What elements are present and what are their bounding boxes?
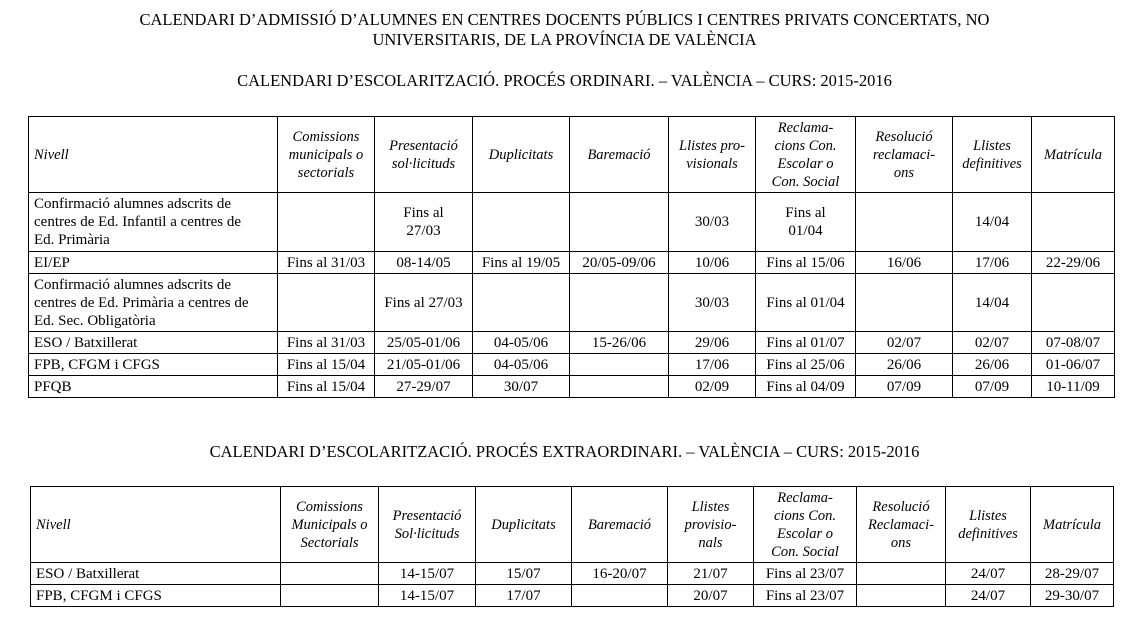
extraordinary-header-row: [31, 487, 1114, 563]
date-cell: 10/06: [669, 252, 756, 274]
column-header: Comissions municipals o sectorials: [278, 117, 375, 193]
date-cell: Fins al 25/06: [756, 354, 856, 376]
date-cell: 30/07: [473, 376, 570, 398]
date-cell: [570, 193, 669, 252]
column-header: Duplicitats: [473, 117, 570, 193]
table-row: [31, 563, 1114, 585]
document-title-line-2: UNIVERSITARIS, DE LA PROVÍNCIA DE VALÈNCIA: [372, 30, 757, 49]
date-cell: [570, 274, 669, 332]
date-cell: 14/04: [953, 274, 1032, 332]
date-cell: [281, 585, 379, 607]
date-cell: 16-20/07: [572, 563, 668, 585]
date-cell: 04-05/06: [473, 354, 570, 376]
date-cell: Fins al 01/07: [756, 332, 856, 354]
date-cell: 26/06: [953, 354, 1032, 376]
date-cell: Fins al 23/07: [754, 563, 857, 585]
date-cell: [572, 585, 668, 607]
date-cell: [278, 274, 375, 332]
date-cell: 02/07: [953, 332, 1032, 354]
table-row: [29, 332, 1115, 354]
date-cell: Fins al 23/07: [754, 585, 857, 607]
date-cell: [856, 274, 953, 332]
date-cell: 20/05-09/06: [570, 252, 669, 274]
date-cell: Fins al 19/05: [473, 252, 570, 274]
column-header: Comissions Municipals o Sectorials: [281, 487, 379, 563]
date-cell: 15/07: [476, 563, 572, 585]
date-cell: [278, 193, 375, 252]
table-row: [29, 274, 1115, 332]
date-cell: 17/07: [476, 585, 572, 607]
date-cell: 10-11/09: [1032, 376, 1115, 398]
level-cell: PFQB: [29, 376, 278, 398]
column-header: Llistes definitives: [953, 117, 1032, 193]
level-cell: FPB, CFGM i CFGS: [29, 354, 278, 376]
column-header: Reclama- cions Con. Escolar o Con. Social: [756, 117, 856, 193]
column-header: Llistes pro- visionals: [669, 117, 756, 193]
column-header: Resolució Reclamaci- ons: [857, 487, 946, 563]
date-cell: Fins al 27/03: [375, 193, 473, 252]
date-cell: Fins al 31/03: [278, 252, 375, 274]
column-header: Presentació Sol·licituds: [379, 487, 476, 563]
date-cell: 26/06: [856, 354, 953, 376]
column-header-nivell: Nivell: [29, 117, 278, 193]
column-header: Llistes provisio- nals: [668, 487, 754, 563]
column-header: Duplicitats: [476, 487, 572, 563]
column-header: Baremació: [572, 487, 668, 563]
date-cell: 29/06: [669, 332, 756, 354]
level-cell: Confirmació alumnes adscrits de centres de Ed. Infantil a centres de Ed. Primària: [29, 193, 278, 252]
date-cell: [570, 376, 669, 398]
column-header: Llistes definitives: [946, 487, 1031, 563]
date-cell: 01-06/07: [1032, 354, 1115, 376]
date-cell: 24/07: [946, 563, 1031, 585]
date-cell: 07-08/07: [1032, 332, 1115, 354]
date-cell: 15-26/06: [570, 332, 669, 354]
date-cell: 29-30/07: [1031, 585, 1114, 607]
date-cell: 21/07: [668, 563, 754, 585]
column-header: Resolució reclamaci- ons: [856, 117, 953, 193]
date-cell: 28-29/07: [1031, 563, 1114, 585]
column-header-nivell: Nivell: [31, 487, 281, 563]
level-cell: FPB, CFGM i CFGS: [31, 585, 281, 607]
ordinary-calendar-table: [28, 116, 1115, 398]
date-cell: [281, 563, 379, 585]
date-cell: 25/05-01/06: [375, 332, 473, 354]
ordinary-calendar-title: CALENDARI D’ESCOLARITZACIÓ. PROCÉS ORDINARI. – VALÈNCIA – CURS: 2015-2016: [237, 71, 892, 90]
date-cell: 24/07: [946, 585, 1031, 607]
column-header: Matrícula: [1031, 487, 1114, 563]
column-header: Matrícula: [1032, 117, 1115, 193]
level-cell: Confirmació alumnes adscrits de centres de Ed. Primària a centres de Ed. Sec. Obligatòria: [29, 274, 278, 332]
date-cell: 22-29/06: [1032, 252, 1115, 274]
document-title-line-1: CALENDARI D’ADMISSIÓ D’ALUMNES EN CENTRES DOCENTS PÚBLICS I CENTRES PRIVATS CONCERTATS, NO: [139, 10, 990, 29]
date-cell: 08-14/05: [375, 252, 473, 274]
date-cell: [1032, 274, 1115, 332]
table-row: [29, 376, 1115, 398]
date-cell: 14/04: [953, 193, 1032, 252]
date-cell: 21/05-01/06: [375, 354, 473, 376]
date-cell: [1032, 193, 1115, 252]
date-cell: 07/09: [856, 376, 953, 398]
date-cell: [857, 563, 946, 585]
date-cell: Fins al 27/03: [375, 274, 473, 332]
date-cell: 30/03: [669, 274, 756, 332]
level-cell: ESO / Batxillerat: [29, 332, 278, 354]
date-cell: 20/07: [668, 585, 754, 607]
extraordinary-calendar-title: CALENDARI D’ESCOLARITZACIÓ. PROCÉS EXTRAORDINARI. – VALÈNCIA – CURS: 2015-2016: [209, 442, 920, 461]
date-cell: [473, 274, 570, 332]
column-header: Presentació sol·licituds: [375, 117, 473, 193]
date-cell: Fins al 01/04: [756, 193, 856, 252]
date-cell: [857, 585, 946, 607]
date-cell: Fins al 01/04: [756, 274, 856, 332]
date-cell: 14-15/07: [379, 585, 476, 607]
date-cell: Fins al 15/04: [278, 376, 375, 398]
table-row: [29, 252, 1115, 274]
date-cell: 17/06: [669, 354, 756, 376]
table-row: [29, 193, 1115, 252]
column-header: Reclama- cions Con. Escolar o Con. Social: [754, 487, 857, 563]
table-row: [31, 585, 1114, 607]
date-cell: [473, 193, 570, 252]
column-header: Baremació: [570, 117, 669, 193]
ordinary-header-row: [29, 117, 1115, 193]
date-cell: 02/09: [669, 376, 756, 398]
extraordinary-calendar-table: [30, 486, 1114, 607]
date-cell: Fins al 04/09: [756, 376, 856, 398]
date-cell: 02/07: [856, 332, 953, 354]
extraordinary-body: [31, 563, 1114, 607]
date-cell: 16/06: [856, 252, 953, 274]
date-cell: [570, 354, 669, 376]
date-cell: 14-15/07: [379, 563, 476, 585]
date-cell: 27-29/07: [375, 376, 473, 398]
date-cell: 30/03: [669, 193, 756, 252]
level-cell: EI/EP: [29, 252, 278, 274]
table-row: [29, 354, 1115, 376]
date-cell: 17/06: [953, 252, 1032, 274]
date-cell: [856, 193, 953, 252]
date-cell: Fins al 31/03: [278, 332, 375, 354]
level-cell: ESO / Batxillerat: [31, 563, 281, 585]
date-cell: Fins al 15/04: [278, 354, 375, 376]
date-cell: Fins al 15/06: [756, 252, 856, 274]
date-cell: 07/09: [953, 376, 1032, 398]
date-cell: 04-05/06: [473, 332, 570, 354]
ordinary-body: [29, 193, 1115, 398]
